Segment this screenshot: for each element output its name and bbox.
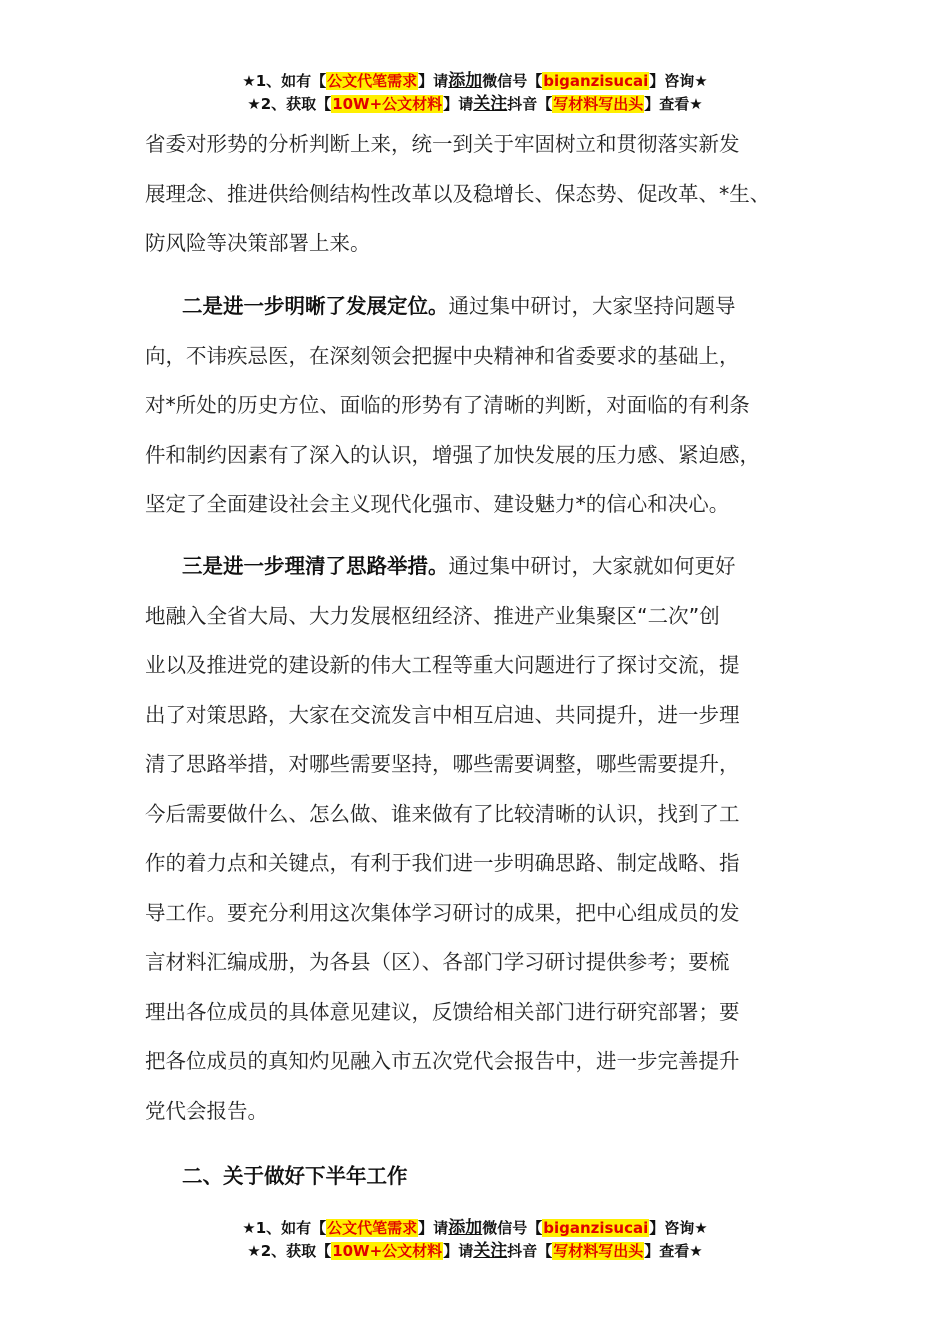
highlight-wechat-id-bottom: biganzisucai <box>543 1219 649 1237</box>
paragraph-1: 二是进一步明晰了发展定位。通过集中研讨，大家坚持问题导 向，不讳疾忌医，在深刻领会把握中央精神和省委要求的基础上， 对*所处的历史方位、面临的形势有了清晰的判断，对面临的有利条 件和制约因素有了深入的认识，增强了加快发展的压力感、紧迫感， 坚定了全面建设社会主义现代化强市、建设魅力*的信心和决心。 <box>145 294 760 516</box>
paragraph-1-heading: 二是进一步明晰了发展定位。 <box>182 294 449 318</box>
highlight-service: 公文代笔需求 <box>327 72 418 90</box>
section-heading <box>145 1152 835 1202</box>
highlight-wechat-id: biganzisucai <box>543 72 649 90</box>
underline-add: 添加 <box>448 71 483 91</box>
section-heading-text: 二、关于做好下半年工作 <box>182 1164 408 1188</box>
highlight-materials: 10W+公文材料 <box>332 95 443 113</box>
banner-line-2: ★2、获取【10W+公文材料】请关注抖音【写材料写出头】查看★ <box>247 94 703 114</box>
underline-add-bottom: 添加 <box>448 1218 483 1238</box>
banner-bottom <box>0 1217 950 1263</box>
highlight-materials-bottom: 10W+公文材料 <box>332 1242 443 1260</box>
highlight-douyin-bottom: 写材料写出头 <box>553 1242 644 1260</box>
document-body <box>145 120 835 269</box>
banner-top <box>0 70 950 116</box>
banner-line-1: ★1、如有【公文代笔需求】请添加微信号【biganzisucai】咨询★ <box>242 71 708 91</box>
banner-line-2-bottom: ★2、获取【10W+公文材料】请关注抖音【写材料写出头】查看★ <box>247 1241 703 1261</box>
paragraph-2: 三是进一步理清了思路举措。通过集中研讨，大家就如何更好 地融入全省大局、大力发展枢纽经济、推进产业集聚区“二次”创 业以及推进党的建设新的伟大工程等重大问题进行了探讨交流，提 出了对策思路，大家在交流发言中相互启迪、共同提升，进一步理 清了思路举措，对哪些需要坚持，哪些需要调整，哪些需要提升， 今后需要做什么、怎么做、谁来做有了比较清晰的认识，找到了工 作的着力点和关键点，有利于我们进一步明确思路、制定战略、指 导工作。要充分利用这次集体学习研讨的成果，把中心组成员的发 言材料汇编成册，为各县（区）、各部门学习研讨提供参考；要梳 理出各位成员的具体意见建议，反馈给相关部门进行研究部署；要 把各位成员的真知灼见融入市五次党代会报告中，进一步完善提升 党代会报告。 <box>145 554 740 1123</box>
banner-line-1-bottom: ★1、如有【公文代笔需求】请添加微信号【biganzisucai】咨询★ <box>242 1218 708 1238</box>
underline-follow: 关注 <box>473 94 508 114</box>
underline-follow-bottom: 关注 <box>473 1241 508 1261</box>
paragraph-2-heading: 三是进一步理清了思路举措。 <box>182 554 449 578</box>
highlight-service-bottom: 公文代笔需求 <box>327 1219 418 1237</box>
highlight-douyin: 写材料写出头 <box>553 95 644 113</box>
paragraph-0: 省委对形势的分析判断上来，统一到关于牢固树立和贯彻落实新发 展理念、推进供给侧结构性改革以及稳增长、保态势、促改革、*生、 防风险等决策部署上来。 <box>145 132 771 255</box>
